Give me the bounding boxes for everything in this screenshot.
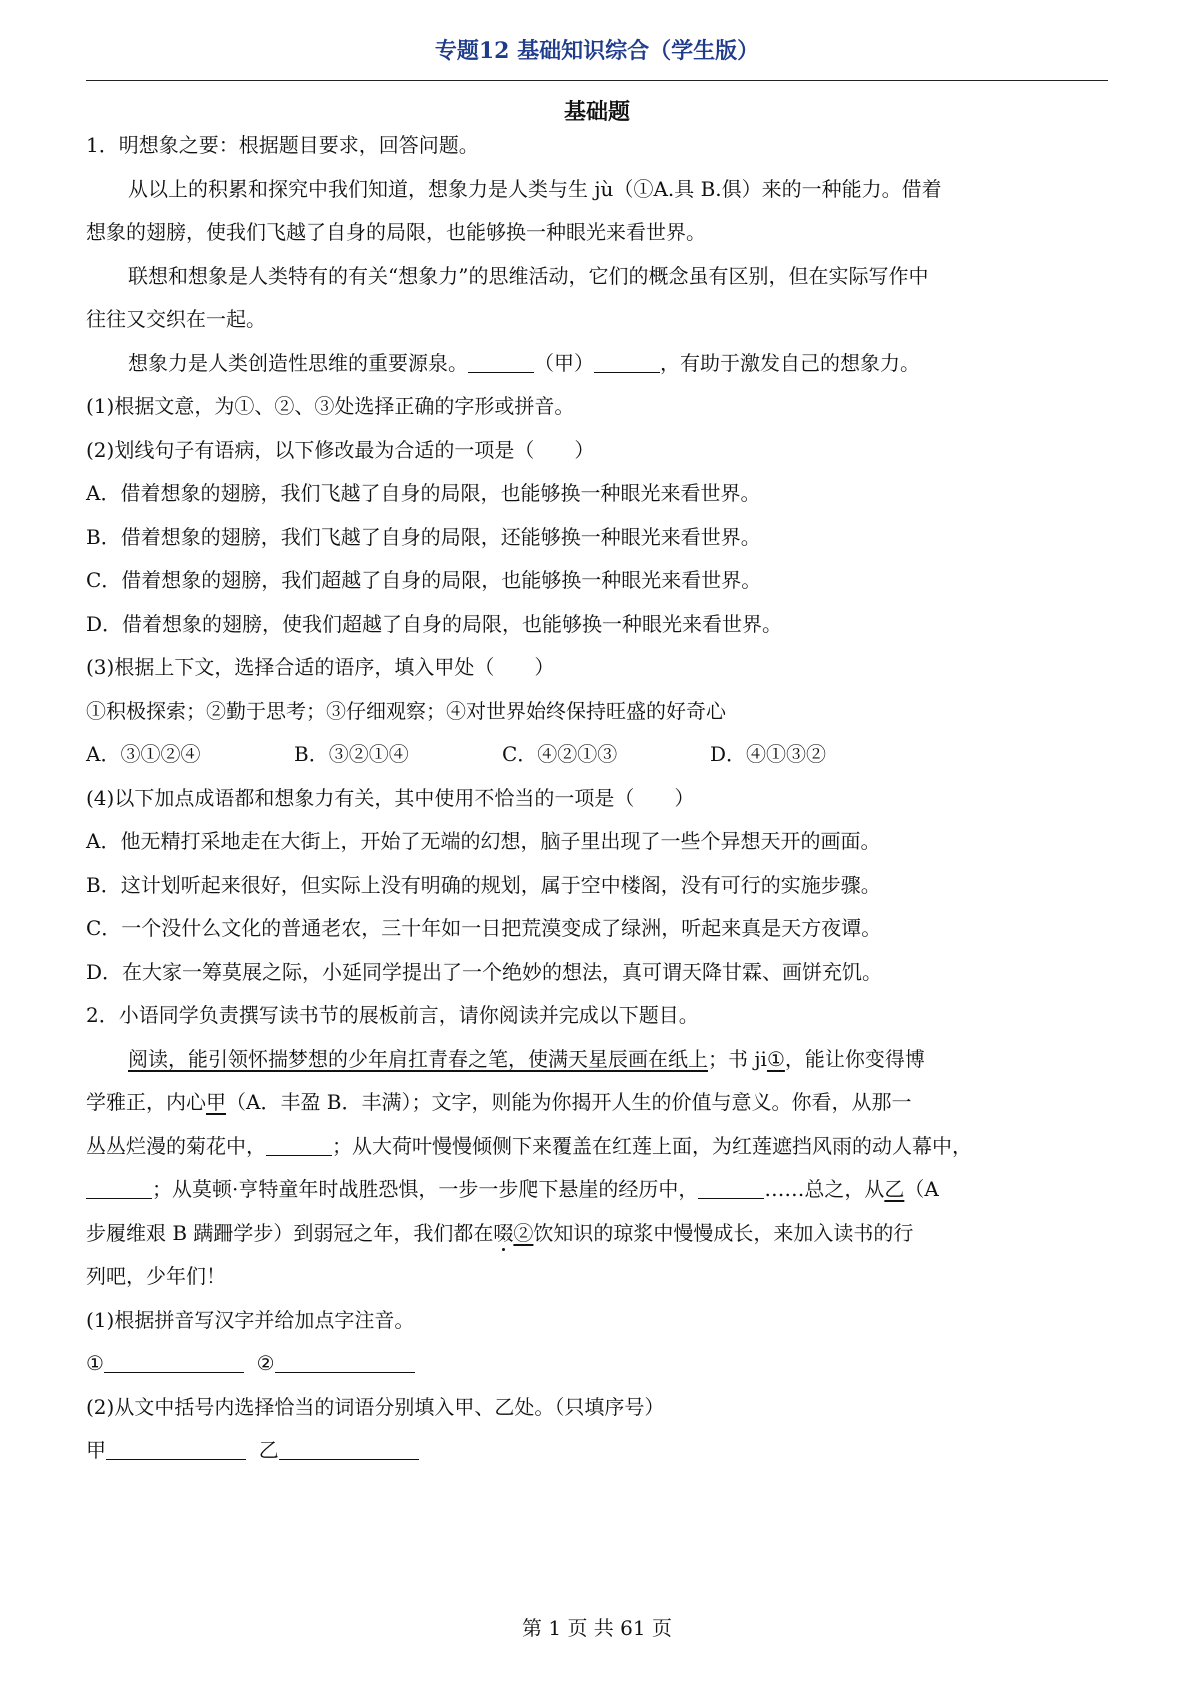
q2-blank-yi[interactable]: 乙 [884,1177,905,1201]
q1-sub1: (1)根据文意，为①、②、③处选择正确的字形或拼音。 [86,394,575,418]
q2-text: 步履维艰 B 蹒跚学步）到弱冠之年，我们都在 [86,1221,494,1245]
q2-passage-line [128,1045,1108,1073]
q1-passage-line: 从以上的积累和探究中我们知道，想象力是人类与生 jù（①A.具 B.俱）来的一种能力。借着 [128,177,942,201]
q1-sub4-option: A．他无精打采地走在大街上，开始了无端的幻想，脑子里出现了一些个异想天开的画面。 [86,829,881,853]
answer-blank[interactable] [698,1178,764,1199]
answer-label: ② [256,1351,275,1375]
q2-text: ；从大荷叶慢慢倾侧下来覆盖在红莲上面，为红莲遮挡风雨的动人幕中， [332,1134,972,1158]
q1-sub3-option: B．③②①④ [294,742,409,766]
q1-sub3-options [86,740,1108,768]
q2-passage-line [86,1088,1108,1116]
page-header: 专题12 基础知识综合（学生版） [434,38,760,64]
q1-passage-line: 联想和想象是人类特有的有关“想象力”的思维活动，它们的概念虽有区别，但在实际写作中 [128,264,929,288]
answer-blank[interactable] [104,1352,244,1373]
answer-blank[interactable] [279,1439,419,1460]
answer-blank[interactable] [106,1439,246,1460]
q2-sub1-answers [86,1349,1108,1377]
q1-passage-line [128,349,1108,377]
q2-passage-line [86,1175,1108,1203]
q1-passage-line: 想象的翅膀，使我们飞越了自身的局限，也能够换一种眼光来看世界。 [86,220,706,244]
q1-sub2-option: B．借着想象的翅膀，我们飞越了自身的局限，还能够换一种眼光来看世界。 [86,525,761,549]
dotted-character: 啜 [493,1221,514,1245]
q1-text: （甲） [534,351,594,375]
header-rule [86,80,1108,81]
q2-text: ，能让你变得博 [784,1047,925,1071]
q2-blank-1[interactable]: ① [766,1047,785,1071]
answer-blank[interactable] [468,352,534,373]
answer-label: ① [86,1351,104,1375]
q1-sub4: (4)以下加点成语都和想象力有关，其中使用不恰当的一项是（ ） [86,786,695,810]
answer-label: 甲 [86,1438,106,1462]
q2-text: 学雅正，内心 [86,1090,206,1114]
q1-sub3-option: A．③①②④ [86,742,201,766]
q1-sub4-option: B．这计划听起来很好，但实际上没有明确的规划，属于空中楼阁，没有可行的实施步骤。 [86,873,881,897]
q1-text: 想象力是人类创造性思维的重要源泉。 [128,351,468,375]
answer-blank[interactable] [275,1352,415,1373]
q2-passage-line [86,1219,1108,1247]
q2-underlined-sentence: 阅读，能引领怀揣梦想的少年肩扛青春之笔，使满天星辰画在纸上 [128,1047,708,1071]
q2-blank-2[interactable]: ② [513,1221,534,1245]
q2-passage-line [86,1132,1108,1160]
q1-sub3-option: C．④②①③ [502,742,618,766]
q2-text: （A [904,1177,939,1201]
q2-text: ……总之，从 [764,1177,885,1201]
q2-stem: 2．小语同学负责撰写读书节的展板前言，请你阅读并完成以下题目。 [86,1003,699,1027]
q1-sub2-option: D．借着想象的翅膀，使我们超越了自身的局限，也能够换一种眼光来看世界。 [86,612,783,636]
q1-sub3-items: ①积极探索；②勤于思考；③仔细观察；④对世界始终保持旺盛的好奇心 [86,699,726,723]
q1-sub4-option: D．在大家一筹莫展之际，小延同学提出了一个绝妙的想法，真可谓天降甘霖、画饼充饥。 [86,960,883,984]
q1-sub3-option: D．④①③② [710,742,827,766]
q1-sub2-option: A．借着想象的翅膀，我们飞越了自身的局限，也能够换一种眼光来看世界。 [86,481,761,505]
q1-sub2-option: C．借着想象的翅膀，我们超越了自身的局限，也能够换一种眼光来看世界。 [86,568,762,592]
q1-sub3: (3)根据上下文，选择合适的语序，填入甲处（ ） [86,655,555,679]
section-title: 基础题 [563,99,630,125]
q1-text: ，有助于激发自己的想象力。 [660,351,920,375]
answer-blank[interactable] [594,352,660,373]
q1-stem: 1．明想象之要：根据题目要求，回答问题。 [86,133,479,157]
answer-blank[interactable] [266,1135,332,1156]
q2-passage-line: 列吧，少年们！ [86,1264,226,1288]
q2-text: ；书 ji [708,1047,767,1071]
q2-blank-jia[interactable]: 甲 [206,1090,226,1114]
q1-sub4-option: C．一个没什么文化的普通老农，三十年如一日把荒漠变成了绿洲，听起来真是天方夜谭。 [86,916,882,940]
answer-label: 乙 [258,1438,279,1462]
q2-text: 丛丛烂漫的菊花中， [86,1134,266,1158]
answer-blank[interactable] [86,1178,152,1199]
q2-sub2: (2)从文中括号内选择恰当的词语分别填入甲、乙处。（只填序号） [86,1395,665,1419]
q2-sub2-answers [86,1436,1108,1464]
page-number: 第 1 页 共 61 页 [522,1616,672,1640]
q1-passage-line: 往往又交织在一起。 [86,307,266,331]
q2-text: 饮知识的琼浆中慢慢成长，来加入读书的行 [533,1221,914,1245]
q2-sub1: (1)根据拼音写汉字并给加点字注音。 [86,1308,415,1332]
q2-text: （A．丰盈 B．丰满）；文字，则能为你揭开人生的价值与意义。你看，从那一 [226,1090,912,1114]
q1-sub2: (2)划线句子有语病，以下修改最为合适的一项是（ ） [86,438,595,462]
q2-text: ；从莫顿·亨特童年时战胜恐惧，一步一步爬下悬崖的经历中， [152,1177,699,1201]
